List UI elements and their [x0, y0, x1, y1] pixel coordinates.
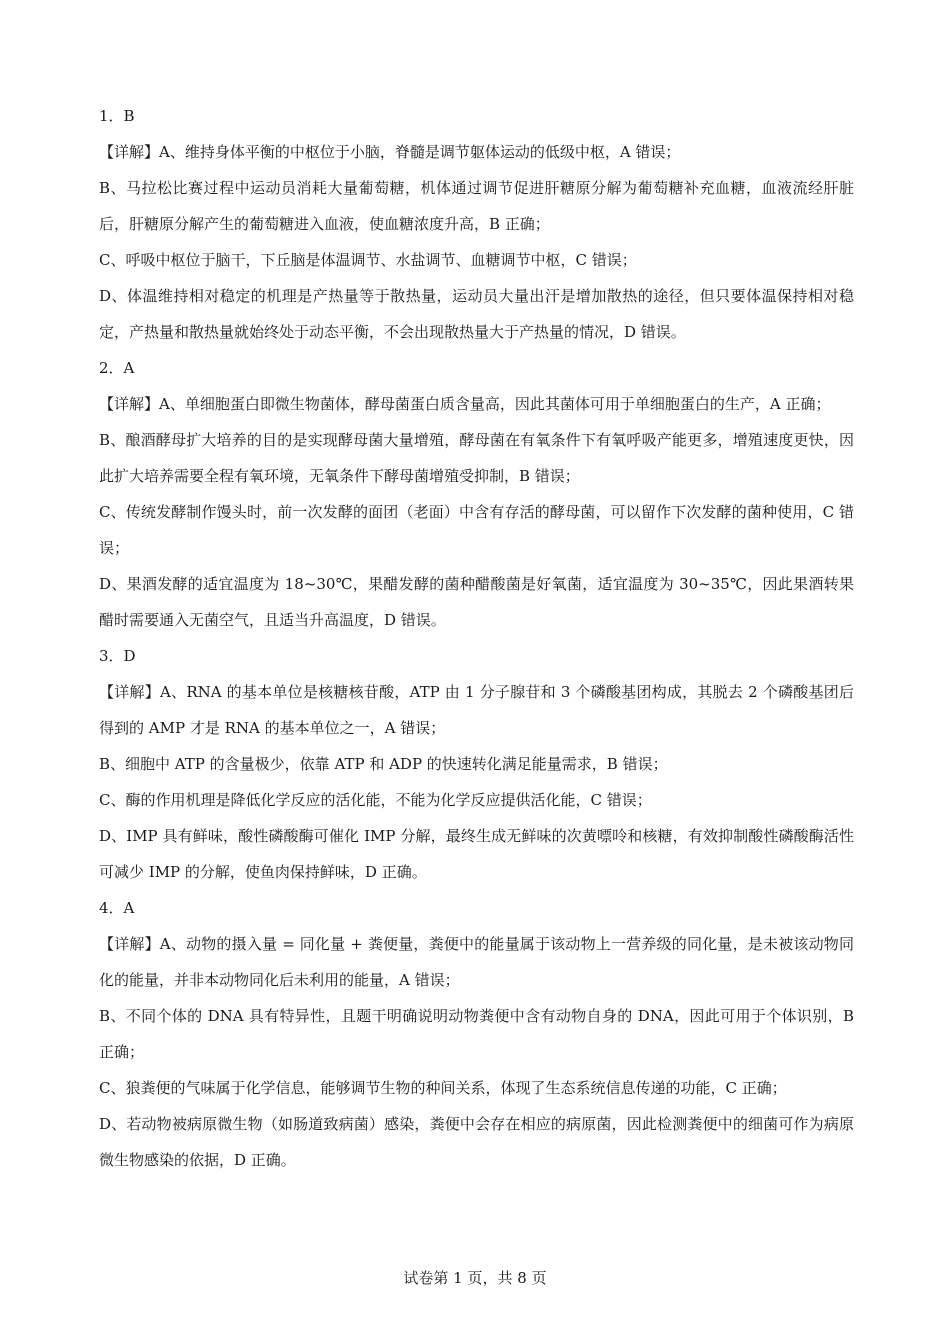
explanation-paragraph: C、狼粪便的气味属于化学信息，能够调节生物的种间关系，体现了生态系统信息传递的功能，C 正确； — [99, 1079, 787, 1097]
explanation-paragraph: 【详解】A、RNA 的基本单位是核糖核苷酸，ATP 由 1 分子腺苷和 3 个磷酸基团构成，其脱去 2 个磷酸基团后得到的 AMP 才是 RNA 的基本单位之一，A 错误； — [99, 683, 854, 737]
explanation-paragraph: D、若动物被病原微生物（如肠道致病菌）感染，粪便中会存在相应的病原菌，因此检测粪便中的细菌可作为病原微生物感染的依据，D 正确。 — [99, 1115, 854, 1169]
answer-label: 1．B — [99, 107, 135, 125]
explanation-paragraph: B、马拉松比赛过程中运动员消耗大量葡萄糖，机体通过调节促进肝糖原分解为葡萄糖补充血糖，血液流经肝脏后，肝糖原分解产生的葡萄糖进入血液，使血糖浓度升高，B 正确； — [99, 179, 854, 233]
question-4 — [99, 890, 854, 1178]
answer-label: 3．D — [99, 647, 136, 665]
explanation-paragraph: 【详解】A、维持身体平衡的中枢位于小脑，脊髓是调节躯体运动的低级中枢，A 错误； — [99, 143, 681, 161]
page-footer: 试卷第 1 页，共 8 页 — [403, 1269, 547, 1287]
explanation-paragraph: B、细胞中 ATP 的含量极少，依靠 ATP 和 ADP 的快速转化满足能量需求，B 错误； — [99, 755, 668, 773]
explanation-paragraph: D、体温维持相对稳定的机理是产热量等于散热量，运动员大量出汗是增加散热的途径，但只要体温保持相对稳定，产热量和散热量就始终处于动态平衡，不会出现散热量大于产热量的情况，D 错误。 — [99, 287, 854, 341]
explanation-paragraph: B、不同个体的 DNA 具有特异性，且题干明确说明动物粪便中含有动物自身的 DNA，因此可用于个体识别，B 正确； — [99, 1007, 854, 1061]
explanation-paragraph: 【详解】A、单细胞蛋白即微生物菌体，酵母菌蛋白质含量高，因此其菌体可用于单细胞蛋白的生产，A 正确； — [99, 395, 831, 413]
answer-label: 2．A — [99, 359, 135, 377]
document-body — [99, 98, 854, 1178]
question-2 — [99, 350, 854, 638]
explanation-paragraph: C、酶的作用机理是降低化学反应的活化能，不能为化学反应提供活化能，C 错误； — [99, 791, 652, 809]
explanation-paragraph: 【详解】A、动物的摄入量 = 同化量 + 粪便量，粪便中的能量属于该动物上一营养级的同化量，是未被该动物同化的能量，并非本动物同化后未利用的能量，A 错误； — [99, 935, 854, 989]
question-3 — [99, 638, 854, 890]
explanation-paragraph: C、传统发酵制作馒头时，前一次发酵的面团（老面）中含有存活的酵母菌，可以留作下次发酵的菌种使用，C 错误； — [99, 503, 854, 557]
answer-label: 4．A — [99, 899, 135, 917]
explanation-paragraph: D、果酒发酵的适宜温度为 18~30℃，果醋发酵的菌种醋酸菌是好氧菌，适宜温度为 30~35℃，因此果酒转果醋时需要通入无菌空气，且适当升高温度，D 错误。 — [99, 575, 854, 629]
question-1 — [99, 98, 854, 350]
explanation-paragraph: C、呼吸中枢位于脑干，下丘脑是体温调节、水盐调节、血糖调节中枢，C 错误； — [99, 251, 637, 269]
explanation-paragraph: B、酿酒酵母扩大培养的目的是实现酵母菌大量增殖，酵母菌在有氧条件下有氧呼吸产能更多，增殖速度更快，因此扩大培养需要全程有氧环境，无氧条件下酵母菌增殖受抑制，B 错误； — [99, 431, 854, 485]
explanation-paragraph: D、IMP 具有鲜味，酸性磷酸酶可催化 IMP 分解，最终生成无鲜味的次黄嘌呤和核糖，有效抑制酸性磷酸酶活性可减少 IMP 的分解，使鱼肉保持鲜味，D 正确。 — [99, 827, 854, 881]
